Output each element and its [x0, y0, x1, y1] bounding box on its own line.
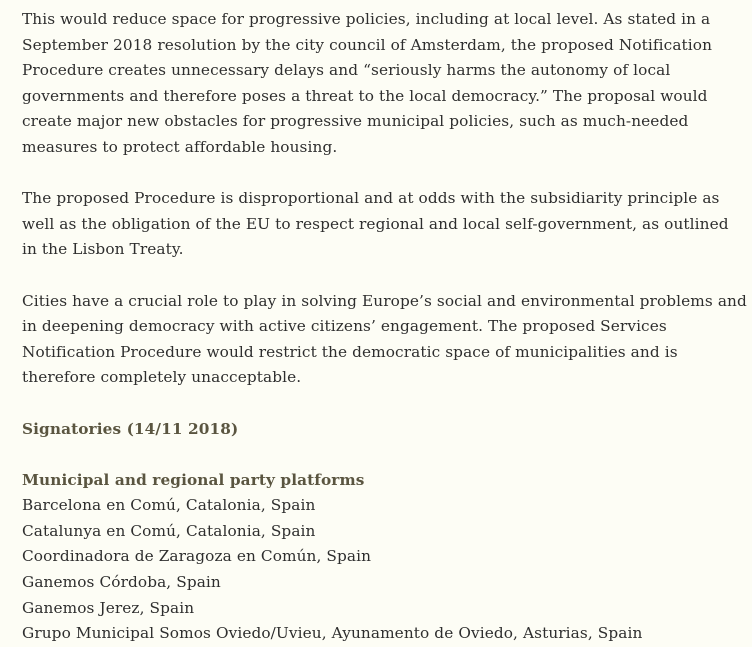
- list-item: Coordinadora de Zaragoza en Común, Spain: [22, 547, 372, 566]
- platforms-heading: Municipal and regional party platforms: [22, 470, 365, 489]
- paragraph-cities-role: Cities have a crucial role to play in solving Europe’s social and environmental problems and in deepening democracy with active citizens’ engagement. The proposed Services Notification Procedure would restrict the democratic space of municipalities and is therefore completely unacceptable.: [22, 291, 747, 387]
- list-item: Ganemos Jerez, Spain: [22, 598, 195, 617]
- paragraph-subsidiarity: The proposed Procedure is disproportional and at odds with the subsidiarity principle as well as the obligation of the EU to respect regional and local self-government, as outlined in the Lisbon Treaty.: [22, 189, 729, 259]
- list-item: Ganemos Córdoba, Spain: [22, 573, 221, 592]
- platforms-list: [22, 493, 747, 647]
- list-item: Barcelona en Comú, Catalonia, Spain: [22, 496, 316, 515]
- signatories-heading: Signatories (14/11 2018): [22, 419, 239, 438]
- list-item: Catalunya en Comú, Catalonia, Spain: [22, 521, 316, 540]
- paragraph-local-policies: This would reduce space for progressive policies, including at local level. As stated in a September 2018 resolution by the city council of Amsterdam, the proposed Notification Procedure creates unnecessary delays and “seriously harms the autonomy of local governments and therefore poses a threat to the local democracy.” The proposal would create major new obstacles for progressive municipal policies, such as much-needed measures to protect affordable housing.: [22, 10, 713, 156]
- article-body: [22, 7, 747, 647]
- list-item: Grupo Municipal Somos Oviedo/Uvieu, Ayunamento de Oviedo, Asturias, Spain: [22, 624, 643, 643]
